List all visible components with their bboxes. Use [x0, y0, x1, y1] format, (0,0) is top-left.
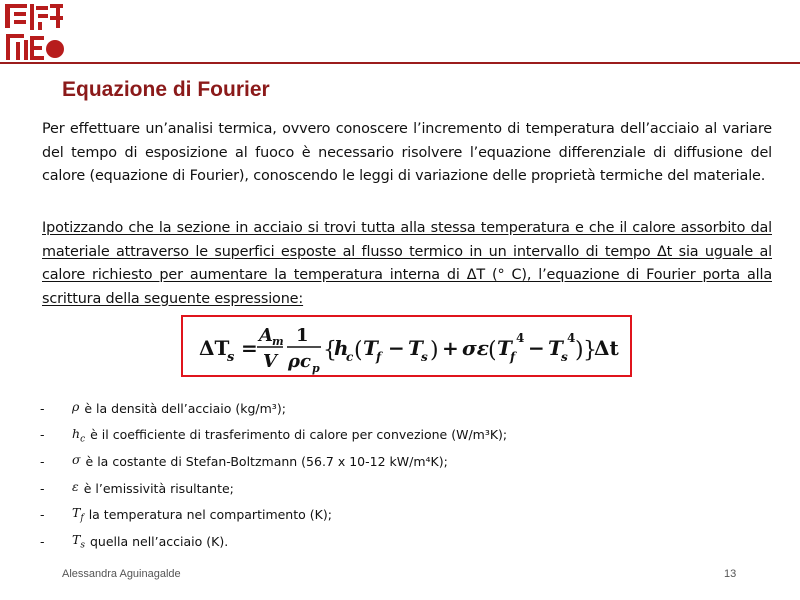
formula-paren-open-2: ( [488, 338, 497, 363]
list-text: è la costante di Stefan-Boltzmann (56.7 x 10-12 kW/m⁴K); [85, 453, 448, 469]
formula-ts4-exp: 4 [567, 331, 576, 345]
list-item [40, 422, 760, 449]
formula-tf4: T [497, 336, 512, 360]
formula-tf-sub: f [376, 350, 382, 364]
list-dash: - [40, 507, 45, 523]
list-dash: - [40, 480, 45, 496]
list-text: è la densità dell’acciaio (kg/m³); [84, 400, 286, 416]
hypothesis-paragraph: Ipotizzando che la sezione in acciaio si trovi tutta alla stessa temperatura e che il calore assorbito dal materiale attraverso le superfici esposte al flusso termico in un intervallo di tempo Δt sia uguale al calore richiesto per aumentare la temperatura interna di ΔT (° C), l’equazione di Fourier porta alla scrittura della seguente espressione: [42, 220, 772, 307]
list-dash: - [40, 453, 45, 469]
formula-p-sub: p [312, 362, 320, 375]
formula-h-sub: c [346, 350, 354, 364]
formula-one: 1 [296, 325, 309, 346]
list-dash: - [40, 427, 45, 443]
list-dash: - [40, 533, 45, 549]
formula-paren-close-1: ) [430, 338, 439, 363]
formula-ts: T [408, 336, 423, 360]
page-number: 13 [724, 568, 737, 580]
list-text: è il coefficiente di trasferimento di calore per convezione (W/m³K); [90, 427, 508, 443]
formula-a-sub: m [272, 335, 284, 348]
formula-brace-open: { [323, 338, 337, 363]
list-item [40, 448, 760, 475]
formula-tf4-sub: f [510, 350, 516, 364]
formula-lhs-sub: s [227, 350, 235, 365]
list-item [40, 475, 760, 502]
header-divider [0, 62, 800, 64]
list-text: la temperatura nel compartimento (K); [88, 507, 332, 523]
formula-paren-close-2: ) [575, 338, 584, 363]
red-seal-logo-icon [2, 0, 66, 64]
list-text: quella nell’acciaio (K). [89, 533, 229, 549]
formula-sigma-eps: σε [462, 336, 489, 360]
formula-h: h [334, 336, 349, 360]
list-symbol: σ [72, 452, 81, 468]
formula-v: V [263, 351, 277, 372]
formula-rho-c: ρc [288, 351, 311, 372]
formula-equals: = [241, 336, 258, 360]
list-symbol: $T_f$ [72, 505, 84, 524]
list-symbol: $h_c$ [72, 425, 86, 445]
symbol-list [40, 395, 760, 555]
formula-paren-open-1: ( [354, 338, 363, 363]
footer-author: Alessandra Aguinagalde [62, 568, 181, 580]
page-title: Equazione di Fourier [62, 78, 270, 101]
formula-a: A [259, 325, 273, 346]
formula-box [181, 315, 632, 377]
list-item [40, 395, 760, 422]
formula-plus: + [442, 336, 459, 360]
formula-dt: Δt [594, 336, 619, 360]
formula-brace-close: } [583, 338, 597, 363]
formula-ts4: T [548, 336, 563, 360]
formula-lhs: ΔT [199, 336, 230, 360]
list-symbol: $T_s$ [72, 532, 85, 551]
logo [2, 0, 66, 64]
formula-tf: T [363, 336, 378, 360]
list-text: è l’emissività risultante; [83, 480, 234, 496]
formula-minus-1: − [388, 336, 405, 360]
intro-paragraph: Per effettuare un’analisi termica, ovvero conoscere l’incremento di temperatura dell’acciaio al variare del tempo di esposizione al fuoco è necessario risolvere l’equazione differenziale di diffusione del calore (equazione di Fourier), conoscendo le leggi di variazione delle proprietà termiche del materiale. [42, 121, 772, 184]
list-dash: - [40, 400, 45, 416]
formula-minus-2: − [528, 336, 545, 360]
list-item [40, 528, 760, 555]
list-symbol: ρ [72, 399, 80, 415]
list-item [40, 501, 760, 528]
fourier-equation [183, 317, 634, 379]
formula-ts4-sub: s [561, 350, 568, 364]
list-symbol: ε [72, 478, 79, 494]
formula-ts-sub: s [421, 350, 428, 364]
formula-tf4-exp: 4 [516, 331, 525, 345]
